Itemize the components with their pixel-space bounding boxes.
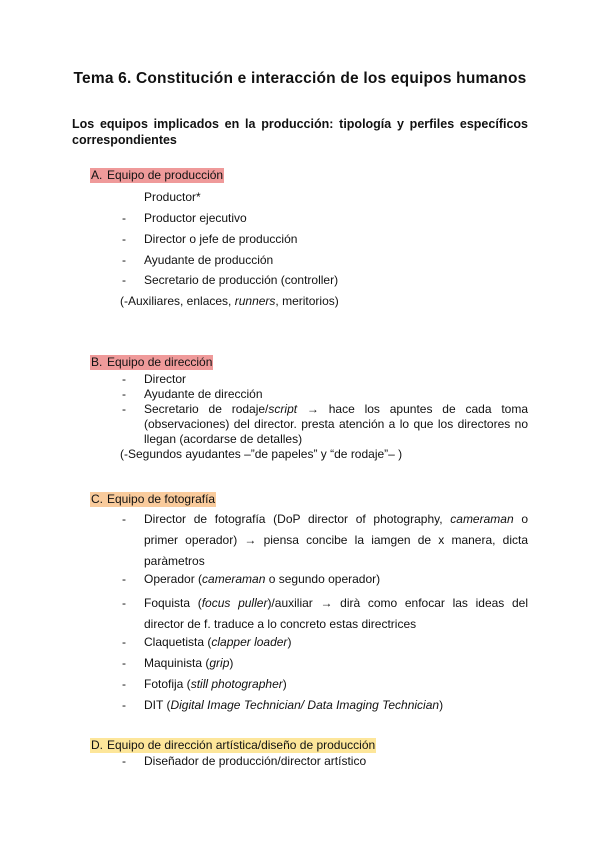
list-item-text: Ayudante de producción	[144, 253, 274, 267]
bullet-dash: -	[122, 402, 126, 416]
section-photography	[72, 492, 528, 717]
note-text: , meritorios)	[275, 294, 339, 308]
subtitle	[72, 116, 528, 148]
section-d-label: Equipo de dirección artística/diseño de producción	[107, 738, 376, 752]
section-c-letter: C.	[91, 492, 103, 506]
bullet-dash: -	[122, 635, 126, 649]
bullet-dash: -	[122, 387, 126, 401]
section-d-letter: D.	[91, 738, 103, 752]
section-a-note	[120, 294, 339, 309]
section-a-lead: Productor*	[144, 190, 201, 204]
list-item-text	[144, 402, 528, 447]
bullet-dash: -	[122, 656, 126, 670]
bullet-dash: -	[122, 232, 126, 246]
list-item	[122, 593, 528, 633]
section-b-label: Equipo de dirección	[107, 355, 213, 369]
list-item	[122, 402, 528, 447]
text-line: paràmetros	[144, 554, 205, 568]
list-item-text: DIT (Digital Image Technician/ Data Imaging Technician)	[144, 698, 444, 712]
list-item-text: Operador (cameraman o segundo operador)	[144, 572, 381, 586]
section-b-note: (-Segundos ayudantes –”de papeles” y “de rodaje”– )	[120, 447, 403, 461]
list-item-text: Ayudante de dirección	[144, 387, 263, 401]
text-line: (observaciones) del director. presta atención a lo que los directores no	[144, 417, 528, 431]
list-item-text: Fotofija (still photographer)	[144, 677, 287, 691]
bullet-dash: -	[122, 512, 126, 526]
document-title: Tema 6. Constitución e interacción de los equipos humanos	[73, 70, 527, 87]
bullet-dash: -	[122, 698, 126, 712]
list-item-text: Diseñador de producción/director artístico	[144, 754, 367, 768]
text-line: llegan (acordarse de detalles)	[144, 432, 303, 446]
list-item	[122, 509, 528, 569]
section-c-label: Equipo de fotografía	[107, 492, 216, 506]
bullet-dash: -	[122, 677, 126, 691]
list-item-text: Secretario de producción (controller)	[144, 273, 339, 287]
section-art-direction	[72, 738, 528, 778]
section-production	[72, 168, 528, 318]
text-line: Foquista (focus puller)/auxiliar → dirà como enfocar las ideas del	[144, 596, 528, 610]
bullet-dash: -	[122, 572, 126, 586]
subtitle-line-1: Los equipos implicados en la producción: tipología y perfiles específicos	[72, 117, 528, 131]
section-b-letter: B.	[91, 355, 103, 369]
section-d-header	[90, 738, 376, 753]
bullet-dash: -	[122, 211, 126, 225]
list-item-text	[144, 593, 528, 635]
note-text: (-Auxiliares, enlaces,	[120, 294, 235, 308]
bullet-dash: -	[122, 253, 126, 267]
bullet-dash: -	[122, 372, 126, 386]
section-c-header	[90, 492, 216, 507]
section-a-header	[90, 168, 224, 183]
note-italic: runners	[234, 294, 276, 308]
section-a-label: Equipo de producción	[107, 168, 224, 182]
text-line: Director de fotografía (DoP director of photography, cameraman o	[144, 512, 528, 526]
section-b-header	[90, 355, 213, 370]
text-line: director de f. traduce a lo concreto estas directrices	[144, 617, 417, 631]
bullet-dash: -	[122, 596, 126, 610]
bullet-dash: -	[122, 273, 126, 287]
list-item-text: Director	[144, 372, 187, 386]
section-a-letter: A.	[91, 168, 103, 182]
subtitle-line-2: correspondientes	[72, 133, 177, 147]
list-item-text: Director o jefe de producción	[144, 232, 298, 246]
text-line: primer operador) → piensa concibe la iamgen de x manera, dicta	[144, 533, 528, 547]
list-item-text: Claquetista (clapper loader)	[144, 635, 292, 649]
bullet-dash: -	[122, 754, 126, 768]
list-item-text: Productor ejecutivo	[144, 211, 247, 225]
list-item-text	[144, 509, 528, 572]
text-line: Secretario de rodaje/script → hace los apuntes de cada toma	[144, 402, 529, 416]
section-direction	[72, 355, 528, 465]
list-item-text: Maquinista (grip)	[144, 656, 234, 670]
